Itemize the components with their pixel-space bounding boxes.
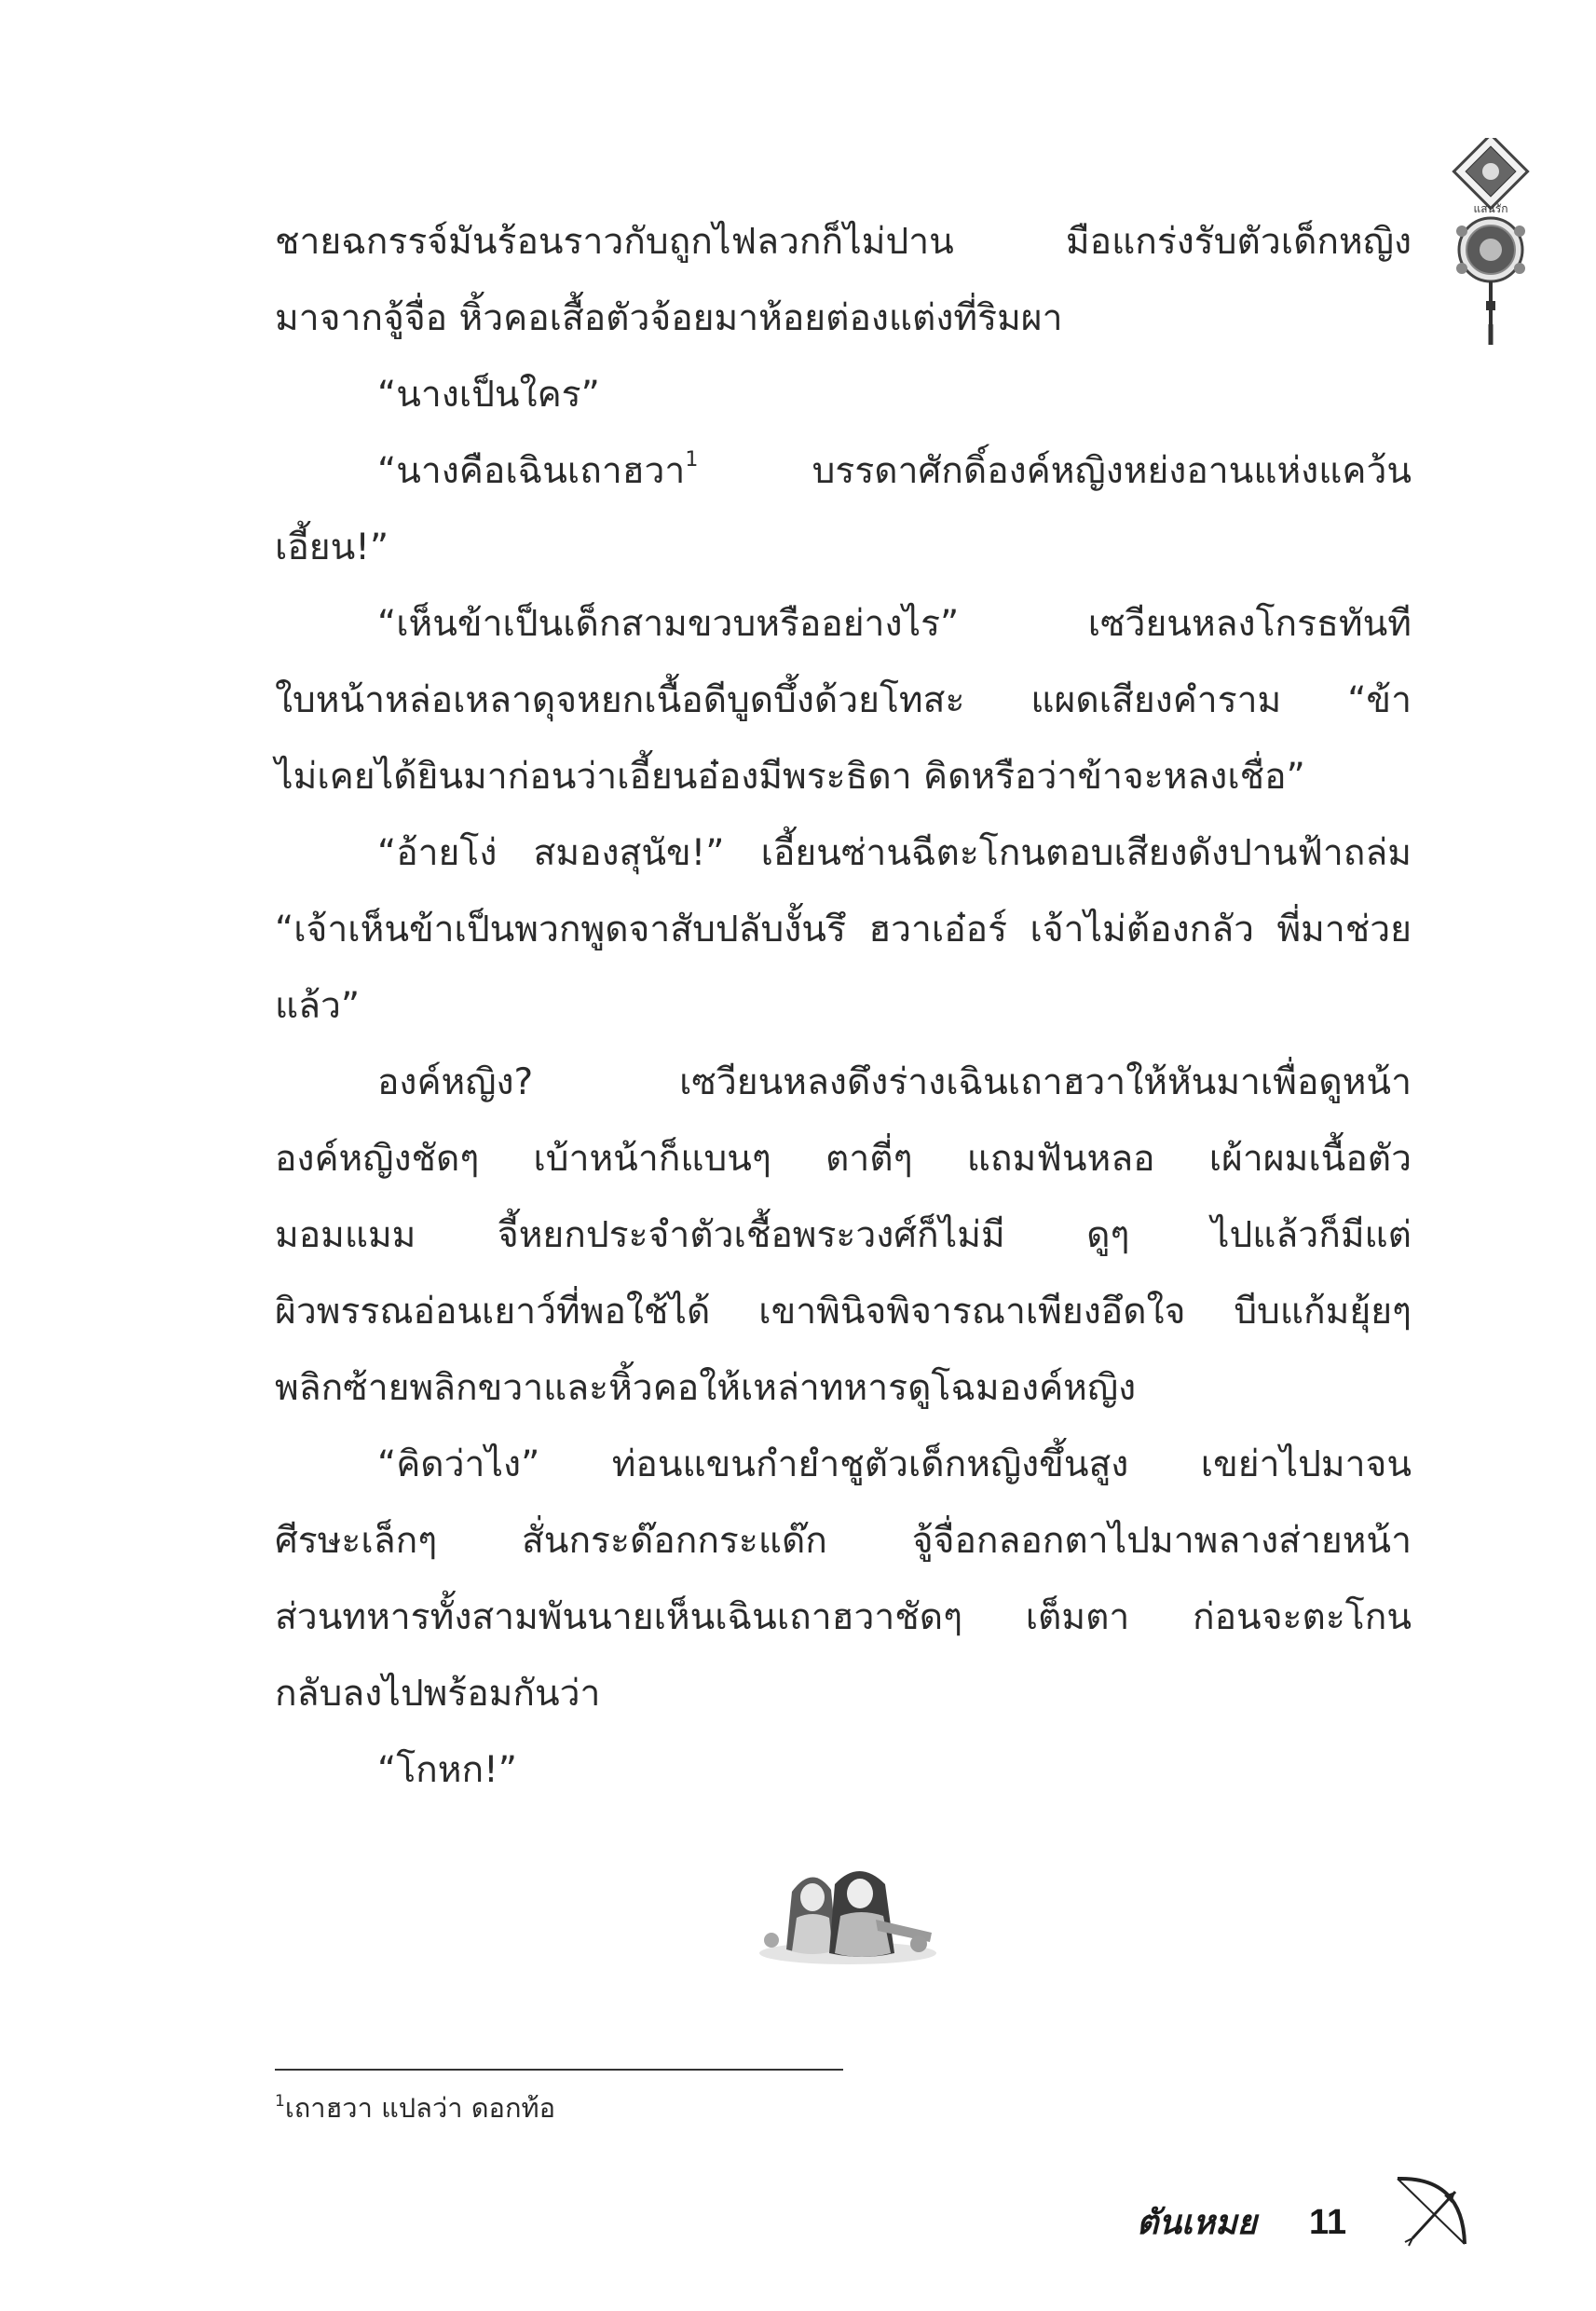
bow-and-arrow-icon [1388,2171,1472,2260]
footnote-text: เถาฮวา แปลว่า ดอกท้อ [284,2092,556,2124]
text-line: “อ้ายโง่ สมองสุนัข!” เอี้ยนซ่านฉีตะโกนตอบเสียงดังปานฟ้าถล่ม [377,832,1412,874]
text-line: ศีรษะเล็กๆ สั่นกระด๊อกกระแด๊ก จู้จื่อกลอกตาไปมาพลางส่ายหน้า [275,1520,1412,1562]
text-line: ส่วนทหารทั้งสามพันนายเห็นเฉินเถาฮวาชัดๆ เต็มตา ก่อนจะตะโกน [275,1596,1412,1638]
text-line: “คิดว่าไง” ท่อนแขนกำยำชูตัวเด็กหญิงขึ้นสูง เขย่าไปมาจน [377,1443,1412,1485]
text-line: ไม่เคยได้ยินมาก่อนว่าเอี้ยนอ๋องมีพระธิดา คิดหรือว่าข้าจะหลงเชื่อ” [275,756,1305,798]
footnote [275,2089,555,2126]
publisher-emblem-icon [1439,138,1542,352]
text-line: มาจากจู้จื่อ หิ้วคอเสื้อตัวจ้อยมาห้อยต่องแต่งที่ริมผา [275,297,1063,339]
footnote-reference: 1 [685,448,699,472]
text-line: ชายฉกรรจ์มันร้อนราวกับถูกไฟลวกก็ไม่ปาน มือแกร่งรับตัวเด็กหญิง [275,221,1412,263]
text-line: “โกหก!” [377,1749,517,1791]
text-line: พลิกซ้ายพลิกขวาและหิ้วคอให้เหล่าทหารดูโฉมองค์หญิง [275,1367,1137,1409]
text-line: กลับลงไปพร้อมกันว่า [275,1673,601,1715]
text-line: มอมแมม จี้หยกประจำตัวเชื้อพระวงศ์ก็ไม่มี ดูๆ ไปแล้วก็มีแต่ [275,1214,1412,1256]
page-number: 11 [1309,2203,1347,2242]
text-line: “เจ้าเห็นข้าเป็นพวกพูดจาสับปลับงั้นรึ ฮวาเอ๋อร์ เจ้าไม่ต้องกลัว พี่มาช่วย [275,909,1412,950]
text-line: แล้ว” [275,985,361,1027]
book-title: ตันเหมย [1137,2203,1257,2242]
text-line: ผิวพรรณอ่อนเยาว์ที่พอใช้ได้ เขาพินิจพิจารณาเพียงอึดใจ บีบแก้มยุ้ยๆ [275,1291,1412,1333]
footnote-marker: 1 [275,2092,285,2111]
text-line: “เห็นข้าเป็นเด็กสามขวบหรืออย่างไร” เซวียนหลงโกรธทันที [377,603,1412,645]
text-line-with-footnote [275,444,1412,499]
emblem-label: แสนรัก [1473,202,1508,215]
text-line: องค์หญิง? เซวียนหลงดึงร่างเฉินเถาฮวาให้หันมาเพื่อดูหน้า [377,1061,1412,1103]
text-line: ใบหน้าหล่อเหลาดุจหยกเนื้อดีบูดบึ้งด้วยโทสะ แผดเสียงคำราม “ข้า [275,679,1412,721]
text-fragment: บรรดาศักดิ์องค์หญิงหย่งอานแห่งแคว้น [698,450,1412,492]
text-line: “นางเป็นใคร” [377,374,600,416]
text-line: เอี้ยน!” [275,526,389,568]
footnote-divider [275,2069,843,2071]
text-line: องค์หญิงชัดๆ เบ้าหน้าก็แบนๆ ตาตี่ๆ แถมฟันหลอ เผ้าผมเนื้อตัว [275,1138,1412,1180]
two-girls-illustration [755,1864,941,1966]
text-fragment: “นางคือเฉินเถาฮวา [377,450,686,492]
